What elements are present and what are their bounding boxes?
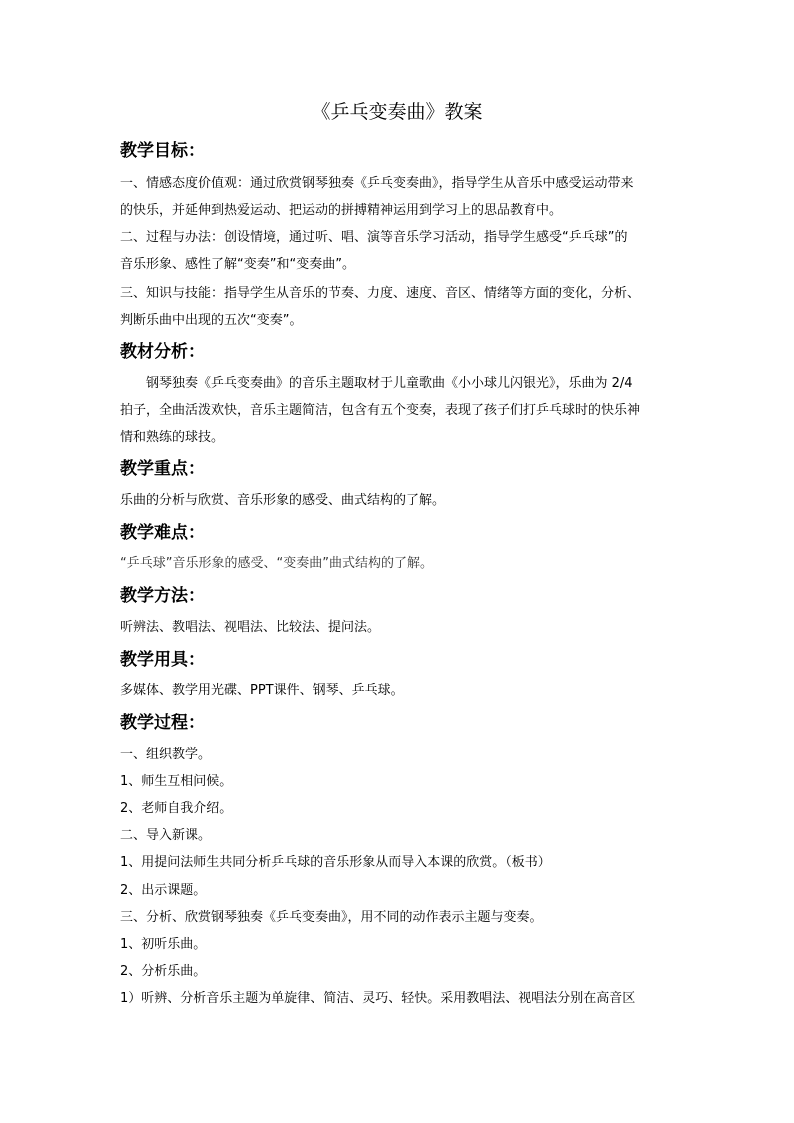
section-heading-goals: 教学目标： [120, 141, 205, 161]
process-line: 二、导入新课。 [120, 828, 212, 843]
process-line: 1、初听乐曲。 [120, 937, 207, 952]
analysis-line: 钢琴独奏《乒乓变奏曲》的音乐主题取材于儿童歌曲《小小球儿闪银光》，乐曲为 2/4 [146, 376, 633, 391]
process-line: 2、老师自我介绍。 [120, 801, 233, 816]
goals-line: 二、过程与办法：创设情境，通过听、唱、演等音乐学习活动，指导学生感受“乒乓球”的 [120, 230, 628, 245]
process-line: 一、组织教学。 [120, 747, 212, 762]
difficulties-line: “乒乓球”音乐形象的感受、“变奏曲”曲式结构的了解。 [120, 556, 433, 571]
methods-line: 听辨法、教唱法、视唱法、比较法、提问法。 [120, 620, 381, 635]
process-line: 1、师生互相问候。 [120, 774, 233, 789]
tools-line: 多媒体、教学用光碟、PPT课件、钢琴、乒乓球。 [120, 683, 404, 698]
document-title: 《乒乓变奏曲》教案 [311, 101, 483, 123]
process-line: 1）听辨、分析音乐主题为单旋律、简洁、灵巧、轻快。采用教唱法、视唱法分别在高音区 [120, 991, 636, 1006]
process-line: 三、分析、欣赏钢琴独奏《乒乓变奏曲》，用不同的动作表示主题与变奏。 [120, 910, 543, 925]
goals-line: 一、情感态度价值观：通过欣赏钢琴独奏《乒乓变奏曲》，指导学生从音乐中感受运动带来 [120, 176, 634, 191]
goals-line: 音乐形象、感性了解“变奏”和“变奏曲”。 [120, 257, 355, 272]
section-heading-keypoints: 教学重点： [120, 459, 205, 479]
goals-line: 判断乐曲中出现的五次“变奏”。 [120, 313, 303, 328]
goals-line: 的快乐，并延伸到热爱运动、把运动的拼搏精神运用到学习上的思品教育中。 [120, 203, 563, 218]
section-heading-methods: 教学方法： [120, 586, 205, 606]
process-line: 2、出示课题。 [120, 883, 207, 898]
section-heading-tools: 教学用具： [120, 650, 205, 670]
keypoints-line: 乐曲的分析与欣赏、音乐形象的感受、曲式结构的了解。 [120, 493, 446, 508]
section-heading-process: 教学过程： [120, 713, 205, 733]
analysis-line: 情和熟练的球技。 [120, 430, 225, 445]
analysis-line: 拍子，全曲活泼欢快，音乐主题简洁，包含有五个变奏，表现了孩子们打乒乓球时的快乐神 [120, 403, 641, 418]
section-heading-analysis: 教材分析： [120, 342, 205, 362]
section-heading-difficulties: 教学难点： [120, 523, 205, 543]
process-line: 1、用提问法师生共同分析乒乓球的音乐形象从而导入本课的欣赏。（板书） [120, 855, 551, 870]
process-line: 2、分析乐曲。 [120, 964, 207, 979]
goals-line: 三、知识与技能：指导学生从音乐的节奏、力度、速度、音区、情绪等方面的变化，分析、 [120, 286, 641, 301]
